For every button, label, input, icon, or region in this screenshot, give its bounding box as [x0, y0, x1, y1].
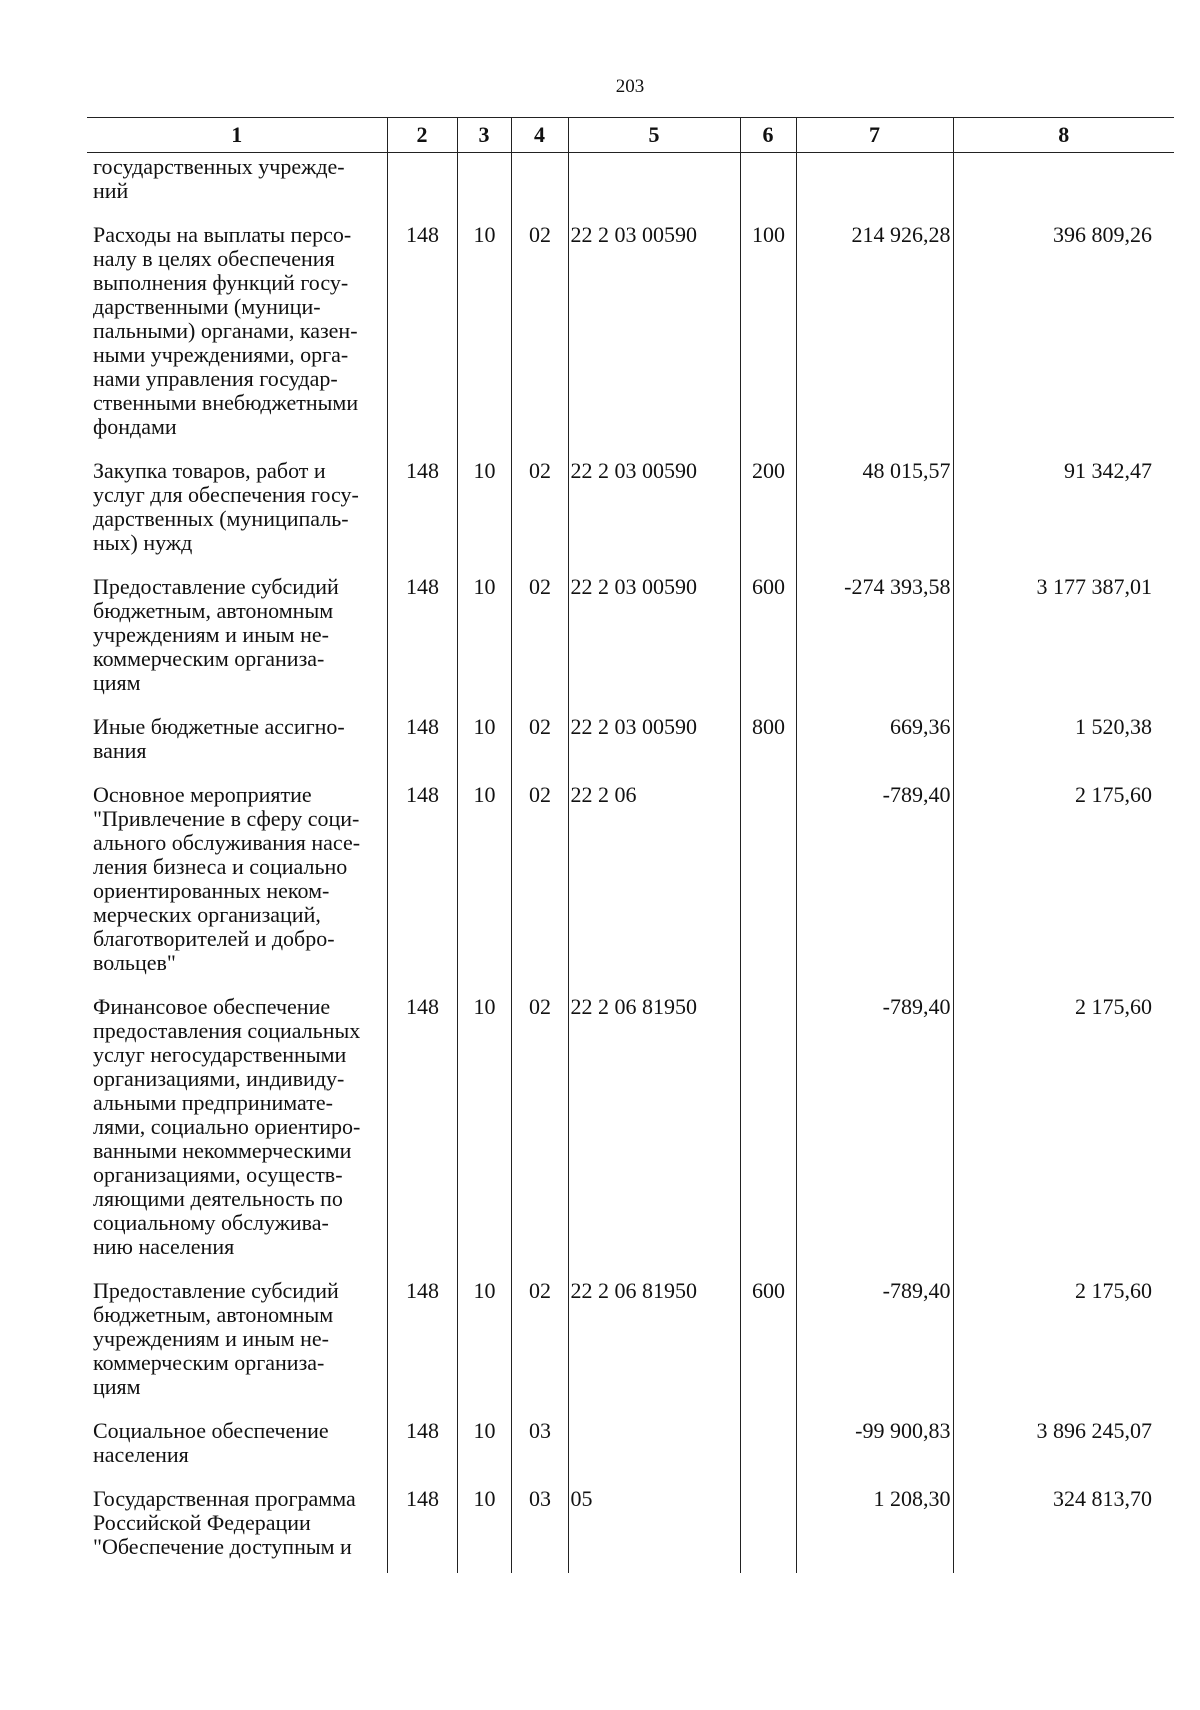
row-name: Финансовое обеспечение предоставления социальных услуг негосударственными организациями, индивиду- альными предпринимате- лями, социально ориентиро- ванными некоммерческими организациями, осуществ- ляющими деятельность по социальному обслужива- нию населения: [93, 994, 361, 1259]
cell-amount-7: -789,40: [796, 1279, 953, 1419]
cell-expense-type: 800: [740, 715, 796, 783]
row-name: Социальное обеспечение населения: [93, 1418, 329, 1467]
cell-admin-code: 148: [387, 995, 457, 1279]
cell-amount-7: [796, 153, 953, 224]
table-row: [87, 1419, 1174, 1487]
cell-target-article: [568, 153, 740, 224]
row-name: Расходы на выплаты персо- налу в целях обеспечения выполнения функций госу- дарственными (муници- пальными) органами, казен- ными учреждениями, орга- нами управления государ- ственными внебюджетными фондами: [93, 222, 359, 439]
cell-amount-7: -789,40: [796, 783, 953, 995]
cell-section: 10: [457, 1487, 511, 1573]
cell-amount-7: -789,40: [796, 995, 953, 1279]
cell-amount-7: 214 926,28: [796, 223, 953, 459]
cell-amount-7: 1 208,30: [796, 1487, 953, 1573]
cell-subsection: 02: [511, 715, 568, 783]
cell-amount-7: 669,36: [796, 715, 953, 783]
row-name: Иные бюджетные ассигно- вания: [93, 714, 345, 763]
cell-subsection: 03: [511, 1487, 568, 1573]
cell-amount-8: 3 896 245,07: [953, 1419, 1174, 1487]
table-row: [87, 715, 1174, 783]
table-row: [87, 575, 1174, 715]
table-row: [87, 783, 1174, 995]
cell-section: 10: [457, 1419, 511, 1487]
cell-subsection: 02: [511, 459, 568, 575]
cell-expense-type: [740, 1487, 796, 1573]
cell-amount-8: 1 520,38: [953, 715, 1174, 783]
cell-expense-type: 100: [740, 223, 796, 459]
cell-target-article: 22 2 03 00590: [568, 223, 740, 459]
cell-amount-8: 2 175,60: [953, 1279, 1174, 1419]
row-name: государственных учрежде- ний: [93, 154, 345, 203]
cell-admin-code: 148: [387, 783, 457, 995]
column-header-2: 2: [387, 118, 457, 153]
column-header-8: 8: [953, 118, 1174, 153]
cell-target-article: 22 2 03 00590: [568, 715, 740, 783]
cell-target-article: 22 2 06: [568, 783, 740, 995]
cell-section: 10: [457, 715, 511, 783]
cell-expense-type: [740, 153, 796, 224]
cell-target-article: 22 2 03 00590: [568, 575, 740, 715]
cell-section: [457, 153, 511, 224]
table-row: [87, 223, 1174, 459]
row-name: Предоставление субсидий бюджетным, автономным учреждениям и иным не- коммерческим организа- циям: [93, 1278, 339, 1399]
table-row: [87, 995, 1174, 1279]
table-row: [87, 153, 1174, 224]
cell-amount-8: 3 177 387,01: [953, 575, 1174, 715]
cell-amount-7: 48 015,57: [796, 459, 953, 575]
table-header-row: [87, 118, 1174, 153]
cell-target-article: 22 2 03 00590: [568, 459, 740, 575]
cell-amount-7: -274 393,58: [796, 575, 953, 715]
cell-admin-code: 148: [387, 1419, 457, 1487]
cell-section: 10: [457, 1279, 511, 1419]
cell-amount-8: 2 175,60: [953, 995, 1174, 1279]
cell-amount-8: 396 809,26: [953, 223, 1174, 459]
table-row: [87, 1487, 1174, 1573]
cell-admin-code: 148: [387, 1279, 457, 1419]
column-header-5: 5: [568, 118, 740, 153]
cell-expense-type: [740, 995, 796, 1279]
cell-section: 10: [457, 223, 511, 459]
cell-admin-code: [387, 153, 457, 224]
cell-subsection: 02: [511, 783, 568, 995]
column-header-4: 4: [511, 118, 568, 153]
cell-subsection: [511, 153, 568, 224]
cell-admin-code: 148: [387, 459, 457, 575]
column-header-6: 6: [740, 118, 796, 153]
cell-expense-type: [740, 783, 796, 995]
column-header-1: 1: [87, 118, 387, 153]
row-name: Предоставление субсидий бюджетным, автономным учреждениям и иным не- коммерческим организа- циям: [93, 574, 339, 695]
cell-subsection: 02: [511, 223, 568, 459]
row-name: Основное мероприятие "Привлечение в сферу соци- ального обслуживания насе- ления бизнеса и социально ориентированных неком- мерческих организаций, благотворителей и добро- вольцев": [93, 782, 361, 975]
cell-expense-type: [740, 1419, 796, 1487]
cell-expense-type: 200: [740, 459, 796, 575]
table-row: [87, 1279, 1174, 1419]
cell-subsection: 02: [511, 995, 568, 1279]
cell-subsection: 02: [511, 575, 568, 715]
cell-target-article: [568, 1419, 740, 1487]
cell-admin-code: 148: [387, 223, 457, 459]
page-number: 203: [615, 76, 645, 97]
column-header-7: 7: [796, 118, 953, 153]
column-header-3: 3: [457, 118, 511, 153]
cell-amount-8: [953, 153, 1174, 224]
cell-target-article: 22 2 06 81950: [568, 1279, 740, 1419]
cell-target-article: 22 2 06 81950: [568, 995, 740, 1279]
cell-section: 10: [457, 783, 511, 995]
budget-table: [87, 117, 1174, 1573]
cell-amount-7: -99 900,83: [796, 1419, 953, 1487]
cell-expense-type: 600: [740, 1279, 796, 1419]
row-name: Государственная программа Российской Федерации "Обеспечение доступным и: [93, 1486, 356, 1559]
cell-admin-code: 148: [387, 575, 457, 715]
cell-section: 10: [457, 995, 511, 1279]
cell-amount-8: 2 175,60: [953, 783, 1174, 995]
cell-expense-type: 600: [740, 575, 796, 715]
cell-admin-code: 148: [387, 1487, 457, 1573]
cell-subsection: 02: [511, 1279, 568, 1419]
cell-amount-8: 324 813,70: [953, 1487, 1174, 1573]
cell-section: 10: [457, 459, 511, 575]
cell-amount-8: 91 342,47: [953, 459, 1174, 575]
table-row: [87, 459, 1174, 575]
cell-section: 10: [457, 575, 511, 715]
cell-admin-code: 148: [387, 715, 457, 783]
cell-target-article: 05: [568, 1487, 740, 1573]
cell-subsection: 03: [511, 1419, 568, 1487]
row-name: Закупка товаров, работ и услуг для обеспечения госу- дарственных (муниципаль- ных) нужд: [93, 458, 359, 555]
